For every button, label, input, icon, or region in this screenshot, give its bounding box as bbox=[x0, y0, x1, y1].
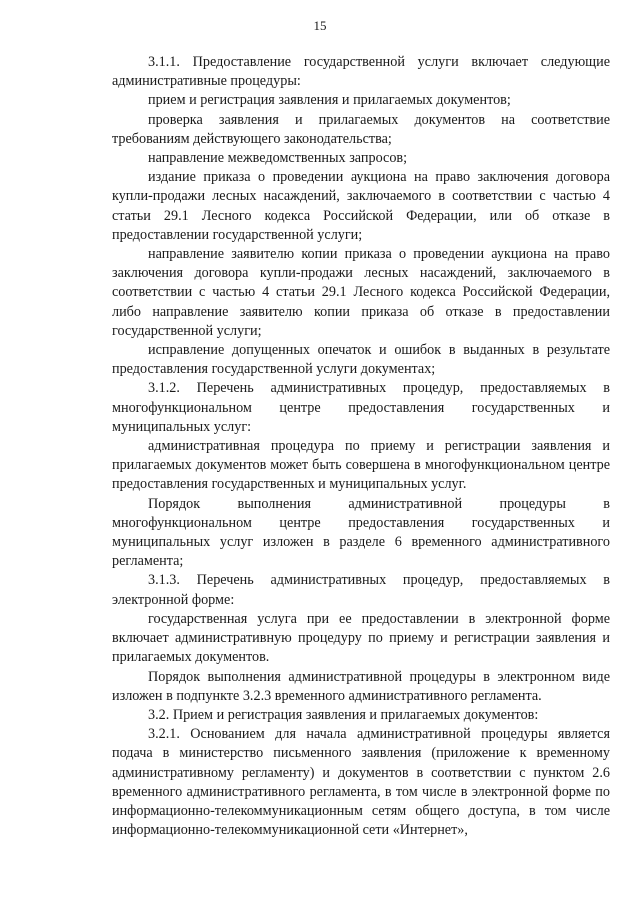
document-body bbox=[112, 53, 610, 840]
paragraph-item: издание приказа о проведении аукциона на право заключения договора купли-продажи лесных насаждений, заключаемого в соответствии с частью 4 статьи 29.1 Лесного кодекса Российской Федерации, или об отказе в предоставлении государственной услуги; bbox=[112, 169, 610, 243]
paragraph-item: Порядок выполнения административной процедуры в электронном виде изложен в подпункте 3.2.3 временного административного регламента. bbox=[112, 668, 610, 704]
paragraph-item: исправление допущенных опечаток и ошибок в выданных в результате предоставления государственной услуги документах; bbox=[112, 342, 610, 378]
paragraph-item: Порядок выполнения административной процедуры в многофункциональном центре предоставления государственных и муниципальных услуг изложен в разделе 6 временного административного регламента; bbox=[112, 495, 610, 570]
paragraph-item: направление межведомственных запросов; bbox=[148, 150, 408, 167]
paragraph-3-2-1: 3.2.1. Основанием для начала административной процедуры является подача в министерство письменного заявления (приложение к временному административному регламенту) и документов в соответствии с пунктом 2.6 временного административного регламента, в том числе в электронной форме по информационно-телекоммуникационным сетям общего доступа, в том числе информационно-телекоммуникационной сети «Интернет», bbox=[112, 726, 610, 839]
paragraph-3-1-1: 3.1.1. Предоставление государственной услуги включает следующие административные процедуры: bbox=[112, 54, 610, 90]
paragraph-3-1-2: 3.1.2. Перечень административных процедур, предоставляемых в многофункциональном центре предоставления государственных и муниципальных услуг: bbox=[112, 380, 610, 435]
page-number: 15 bbox=[313, 18, 327, 33]
paragraph-item: проверка заявления и прилагаемых документов на соответствие требованиям действующего законодательства; bbox=[112, 111, 610, 147]
paragraph-item: административная процедура по приему и регистрации заявления и прилагаемых документов может быть совершена в многофункциональном центре предоставления государственных и муниципальных услуг. bbox=[112, 438, 610, 493]
paragraph-item: государственная услуга при ее предоставлении в электронной форме включает административную процедуру по приему и регистрации заявления и прилагаемых документов. bbox=[112, 610, 610, 666]
paragraph-3-1-3: 3.1.3. Перечень административных процедур, предоставляемых в электронной форме: bbox=[112, 572, 610, 608]
paragraph-3-2: 3.2. Прием и регистрация заявления и прилагаемых документов: bbox=[148, 706, 539, 723]
paragraph-item: прием и регистрация заявления и прилагаемых документов; bbox=[148, 92, 511, 109]
paragraph-item: направление заявителю копии приказа о проведении аукциона на право заключения договора купли-продажи лесных насаждений, заключаемого в соответствии с частью 4 статьи 29.1 Лесного кодекса Российской Федерации, либо направление заявителю копии приказа об отказе в предоставлении государственной услуги; bbox=[112, 246, 610, 339]
